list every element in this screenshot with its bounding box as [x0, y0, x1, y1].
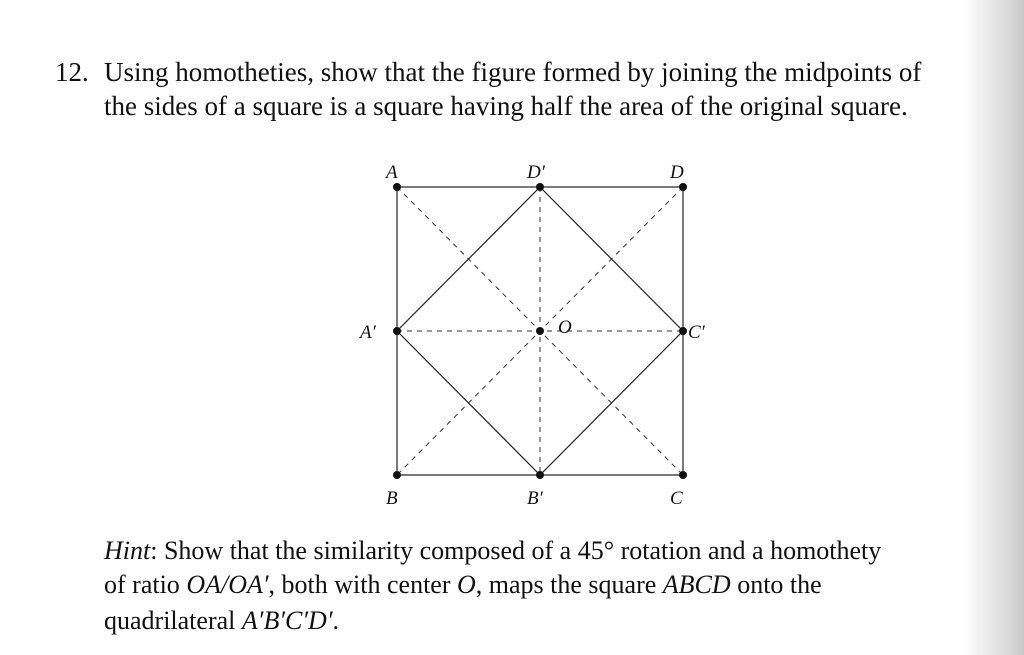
hint-line-1 [104, 535, 881, 567]
point-b-prime [536, 471, 544, 479]
hint-text: , both with center [268, 570, 457, 599]
label-c: C [670, 488, 683, 509]
math-center: O [457, 570, 476, 599]
label-d: D [670, 162, 684, 183]
hint-line-3 [104, 605, 339, 637]
math-ratio: OA/OA′ [186, 570, 269, 599]
label-b-prime: B′ [527, 488, 543, 509]
hint-text: quadrilateral [104, 606, 242, 635]
point-c [679, 471, 687, 479]
problem-number: 12. [55, 57, 89, 87]
page-edge-shadow [964, 0, 1024, 655]
hint-label: Hint [104, 536, 151, 565]
hint-text: onto the [730, 570, 822, 599]
problem-text-line-1: Using homotheties, show that the figure formed by joining the midpoints of [104, 57, 922, 87]
point-a-prime [393, 327, 401, 335]
label-b: B [386, 488, 398, 509]
hint-text: : Show that the similarity composed of a 45° rotation and a homothety [150, 536, 882, 565]
point-d [679, 183, 687, 191]
problem-text-line-2: the sides of a square is a square having half the area of the original square. [104, 91, 908, 121]
hint-text: , maps the square [475, 570, 663, 599]
point-o [536, 327, 544, 335]
point-a [393, 183, 401, 191]
label-a-prime: A′ [360, 322, 376, 343]
math-square: ABCD [662, 570, 731, 599]
hint-line-2 [104, 569, 822, 601]
label-c-prime: C′ [688, 322, 705, 343]
math-quadrilateral: A′B′C′D′ [241, 606, 333, 635]
hint-text: . [332, 606, 340, 635]
label-o: O [558, 317, 572, 338]
point-c-prime [679, 327, 687, 335]
label-d-prime: D′ [527, 162, 545, 183]
hint-text: of ratio [104, 570, 187, 599]
point-b [393, 471, 401, 479]
point-d-prime [536, 183, 544, 191]
label-a: A [386, 162, 398, 183]
